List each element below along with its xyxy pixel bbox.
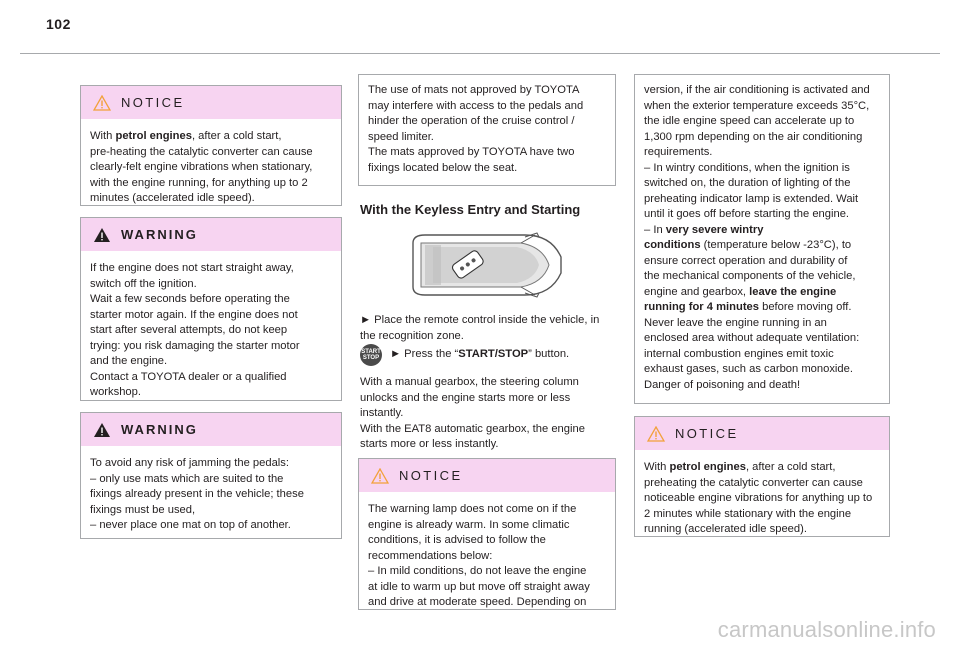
warning-box-start-failure — [80, 217, 342, 401]
header-divider — [20, 53, 940, 54]
watermark: carmanualsonline.info — [717, 617, 936, 642]
warning-triangle-icon — [93, 422, 111, 438]
notice-box-warm-engine — [358, 458, 616, 610]
notice-label: NOTICE — [399, 468, 463, 483]
notice-text: With petrol engines, after a cold start, pre-heating the catalytic converter can cause clearly-felt engine vibrations when stationary, with the engine running, for anything up to 2 minutes (accelerated idle speed). — [90, 130, 313, 204]
gearbox-paragraph: With a manual gearbox, the steering column unlocks and the engine starts more or less instantly. With the EAT8 automatic gearbox, the engine starts more or less instantly. — [360, 376, 585, 450]
notice-header — [359, 459, 615, 492]
notice-text: The warning lamp does not come on if the engine is already warm. In some climatic conditions, it is advised to follow the recommendations below: – In mild conditions, do not leave the engine at idle to warm up but move off straight away and drive at moderate speed. Depending on — [368, 503, 590, 608]
mats-info-box — [358, 74, 616, 186]
warning-text: To avoid any risk of jamming the pedals: – only use mats which are suited to the fixings already present in the vehicle; these fixings must be used, – never place one mat on top of another. — [90, 457, 304, 531]
notice-label: NOTICE — [121, 95, 185, 110]
car-top-view-illustration — [405, 229, 565, 301]
climate-text: version, if the air conditioning is activated and when the exterior temperature exceeds 35°C, the idle engine speed can accelerate up to 1,300 rpm depending on the air conditioning requirements. – In wintry conditions, when the ignition is switched on, the duration of lighting of the preheating indicator lamp is extended. Wait until it goes off before starting the engine. – In very severe wintry conditions (temperature below -23°C), to ensure correct operation and durability of the mechanical components of the vehicle, engine and gearbox, leave the engine running for 4 minutes before moving off. Never leave the engine running in an enclosed area without adequate ventilation: internal combustion engines emit toxic exhaust gases, such as carbon monoxide. Danger of poisoning and death! — [644, 84, 870, 391]
notice-box-petrol — [80, 85, 342, 206]
notice-label: NOTICE — [675, 426, 739, 441]
climate-continuation-box — [634, 74, 890, 404]
notice-header — [81, 86, 341, 119]
section-title: With the Keyless Entry and Starting — [360, 202, 581, 217]
warning-label: WARNING — [121, 422, 198, 437]
warning-text: If the engine does not start straight away, switch off the ignition. Wait a few seconds before operating the starter motor again. If the engine does not start after several attempts, do not keep trying: you risk damaging the starter motor and the engine. Contact a TOYOTA dealer or a qualified workshop. — [90, 262, 300, 398]
start-stop-button-icon: START STOP — [360, 344, 382, 366]
warning-label: WARNING — [121, 227, 198, 242]
warning-header — [81, 218, 341, 251]
warning-triangle-icon — [93, 95, 111, 111]
warning-box-mats — [80, 412, 342, 539]
warning-triangle-icon — [647, 426, 665, 442]
notice-box-preheating — [634, 416, 890, 537]
mats-info-text: The use of mats not approved by TOYOTA may interfere with access to the pedals and hinder the operation of the cruise control / speed limiter. The mats approved by TOYOTA have two fixings located below the seat. — [368, 84, 584, 174]
warning-triangle-icon — [371, 468, 389, 484]
notice-header — [635, 417, 889, 450]
page-number: 102 — [46, 16, 71, 32]
warning-header — [81, 413, 341, 446]
step-press-start: START STOP ► Press the “START/STOP” button. — [360, 344, 620, 366]
warning-triangle-icon — [93, 227, 111, 243]
step-place-remote: ► Place the remote control inside the vehicle, in the recognition zone. — [360, 314, 600, 342]
notice-text: With petrol engines, after a cold start, preheating the catalytic converter can cause noticeable engine vibrations for anything up to 2 minutes while stationary with the engine running (accelerated idle speed). — [644, 461, 873, 535]
